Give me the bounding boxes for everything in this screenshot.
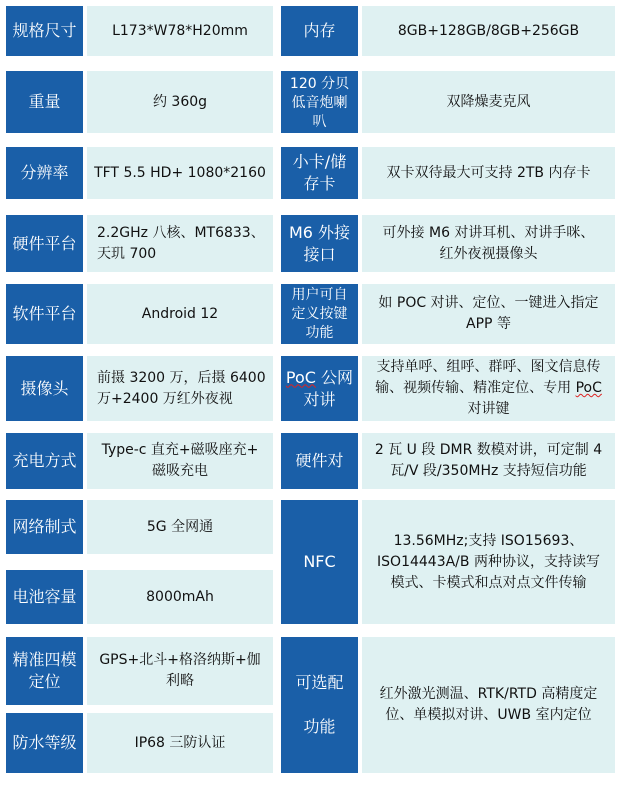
value-battery: 8000mAh bbox=[87, 570, 273, 624]
label-hardware-intercom: 硬件对 bbox=[281, 433, 358, 489]
value-positioning: GPS+北斗+格洛纳斯+伽 利略 bbox=[87, 637, 273, 705]
value-custom-keys: 如 POC 对讲、定位、一键进入指定 APP 等 bbox=[362, 284, 615, 344]
label-sim-card: 小卡/储 存卡 bbox=[281, 147, 358, 199]
value-optional-features: 红外激光测温、RTK/RTD 高精度定 位、单模拟对讲、UWB 室内定位 bbox=[362, 637, 615, 773]
label-optional-features: 可选配 功能 bbox=[281, 637, 358, 773]
label-positioning: 精准四模 定位 bbox=[6, 637, 83, 705]
label-weight: 重量 bbox=[6, 71, 83, 133]
value-waterproof: IP68 三防认证 bbox=[87, 713, 273, 773]
label-spec-size: 规格尺寸 bbox=[6, 6, 83, 56]
value-spec-size: L173*W78*H20mm bbox=[87, 6, 273, 56]
label-custom-keys: 用户可自 定义按键 功能 bbox=[281, 284, 358, 344]
label-memory: 内存 bbox=[281, 6, 358, 56]
label-camera: 摄像头 bbox=[6, 356, 83, 421]
value-sim-card: 双卡双待最大可支持 2TB 内存卡 bbox=[362, 147, 615, 199]
label-software-platform: 软件平台 bbox=[6, 284, 83, 344]
label-m6-interface: M6 外接 接口 bbox=[281, 215, 358, 272]
label-network: 网络制式 bbox=[6, 500, 83, 554]
value-speaker: 双降燥麦克风 bbox=[362, 71, 615, 133]
value-nfc: 13.56MHz;支持 ISO15693、 ISO14443A/B 两种协议，支持读写 模式、卡模式和点对点文件传输 bbox=[362, 500, 615, 624]
value-poc-intercom: 支持单呼、组呼、群呼、图文信息传 输、视频传输、精准定位、专用 PoC 对讲键 bbox=[362, 356, 615, 421]
value-hardware-intercom: 2 瓦 U 段 DMR 数模对讲，可定制 4 瓦/V 段/350MHz 支持短信功能 bbox=[362, 433, 615, 489]
value-camera: 前摄 3200 万，后摄 6400 万+2400 万红外夜视 bbox=[87, 356, 273, 421]
label-charging: 充电方式 bbox=[6, 433, 83, 489]
value-software-platform: Android 12 bbox=[87, 284, 273, 344]
value-memory: 8GB+128GB/8GB+256GB bbox=[362, 6, 615, 56]
value-resolution: TFT 5.5 HD+ 1080*2160 bbox=[87, 147, 273, 199]
label-hardware-platform: 硬件平台 bbox=[6, 215, 83, 272]
value-charging: Type-c 直充+磁吸座充+ 磁吸充电 bbox=[87, 433, 273, 489]
value-hardware-platform: 2.2GHz 八核、MT6833、 天玑 700 bbox=[87, 215, 273, 272]
label-nfc: NFC bbox=[281, 500, 358, 624]
label-waterproof: 防水等级 bbox=[6, 713, 83, 773]
value-network: 5G 全网通 bbox=[87, 500, 273, 554]
label-resolution: 分辨率 bbox=[6, 147, 83, 199]
value-m6-interface: 可外接 M6 对讲耳机、对讲手咪、 红外夜视摄像头 bbox=[362, 215, 615, 272]
label-battery: 电池容量 bbox=[6, 570, 83, 624]
label-speaker: 120 分贝 低音炮喇 叭 bbox=[281, 71, 358, 133]
value-weight: 约 360g bbox=[87, 71, 273, 133]
label-poc-intercom: PoC 公网 对讲 bbox=[281, 356, 358, 421]
